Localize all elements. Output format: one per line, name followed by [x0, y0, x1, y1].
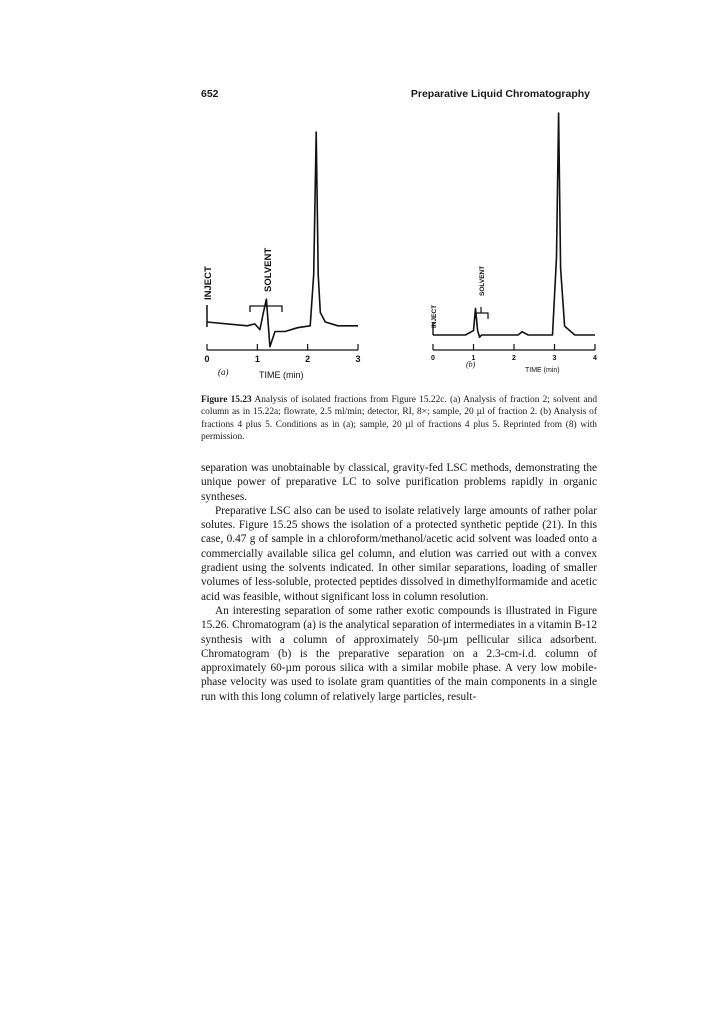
caption-lead: Figure 15.23: [201, 395, 252, 405]
x-tick-label: 1: [254, 354, 260, 364]
x-tick-label: 0: [431, 355, 435, 362]
inject-label-b: INJECT: [431, 304, 438, 328]
running-title: Preparative Liquid Chromatography: [410, 88, 590, 100]
x-tick-label: 2: [305, 354, 311, 364]
x-axis-title-b: TIME (min): [525, 367, 560, 374]
inject-label-a: INJECT: [203, 266, 214, 300]
paragraph-3: An interesting separation of some rather exotic compounds is illustrated in Figure 15.26. Chromatogram (a) is the analytical separation of intermediates in a vitamin B-12 synthesis with a column of approximately 50-µm pellicular silica adsorbent. Chromatogram (b) is the preparative separation on a 2.3-cm-i.d. column of approximately 60-µm porous silica with a similar mobile phase. A very low mobile-phase velocity was used to isolate gram quantities of the main components in a single run with this long column of relatively large particles, result-: [201, 604, 597, 703]
figure-caption: [201, 394, 597, 443]
x-ticks-b: [431, 344, 597, 362]
panel-a: [203, 132, 361, 380]
x-tick-label: 1: [471, 355, 476, 362]
panel-label-b: (b): [466, 360, 476, 369]
panel-b: [431, 113, 597, 374]
paragraph-2: Preparative LSC also can be used to isolate relatively large amounts of rather polar solutes. Figure 15.25 shows the isolation of a protected synthetic peptide (21). In this case, 0.47 g of sample in a chloroform/methanol/acetic acid solvent was loaded onto a commercially available silica gel column, and elution was carried out with a convex gradient using the solvents indicated. In other similar separations, loading of smaller volumes of less-soluble, protected peptides dissolved in dimethylformamide and acetic acid was feasible, without significant loss in column resolution.: [201, 504, 597, 603]
solvent-label-b: SOLVENT: [479, 265, 486, 296]
chromatogram-trace-a: [207, 132, 358, 347]
x-axis-title-a: TIME (min): [259, 370, 304, 380]
page-number: 652: [201, 88, 219, 100]
figure-15-23: [190, 100, 610, 385]
x-tick-label: 3: [355, 354, 361, 364]
x-ticks-a: [204, 344, 360, 364]
paragraph-1: separation was unobtainable by classical, gravity-fed LSC methods, demonstrating the unique power of preparative LC to solve purification problems rapidly in organic syntheses.: [201, 462, 597, 503]
x-tick-label: 4: [593, 355, 597, 362]
panel-label-a: (a): [218, 367, 229, 377]
x-tick-label: 0: [204, 354, 210, 364]
x-tick-label: 3: [552, 355, 557, 362]
solvent-bracket-a: [250, 300, 282, 312]
x-tick-label: 2: [512, 355, 516, 362]
solvent-label-a: SOLVENT: [263, 247, 274, 292]
caption-text: Analysis of isolated fractions from Figure 15.22c. (a) Analysis of fraction 2; solvent and column as in 15.22a; flowrate, 2.5 ml/min; detector, RI, 8×; sample, 20 µl of fraction 2. (b) Analysis of fractions 4 plus 5. Conditions as in (a); sample, 20 µl of fractions 4 plus 5. Reprinted from (8) with permission.: [201, 395, 598, 442]
chromatogram-trace-b: [433, 113, 595, 337]
body-text: [201, 461, 597, 704]
